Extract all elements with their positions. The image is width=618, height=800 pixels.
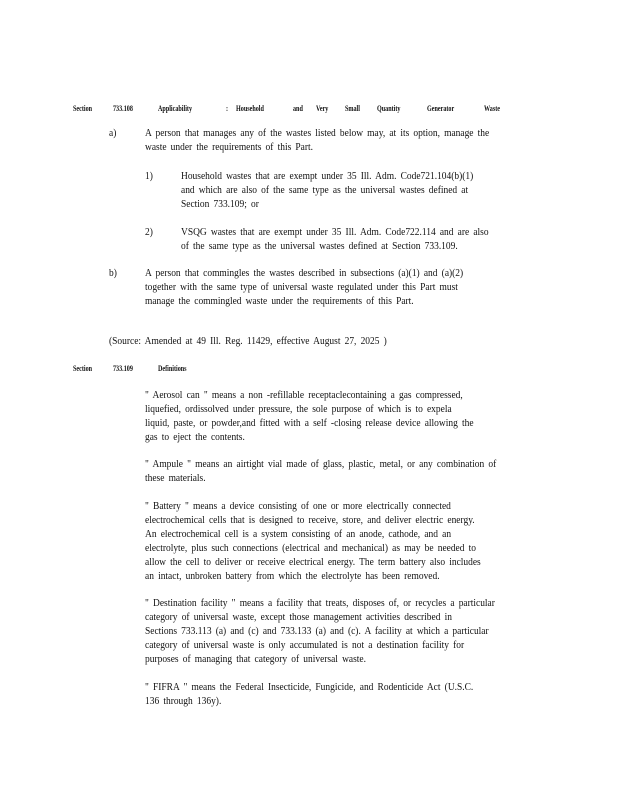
- text-line: VSQG wastes that are exempt under 35 Ill. Adm. Code722.114 and are also: [181, 227, 489, 238]
- source-note: (Source: Amended at 49 Ill. Reg. 11429, effective August 27, 2025 ): [109, 336, 387, 347]
- section-label: Section: [73, 103, 93, 113]
- item-marker: 1): [145, 171, 153, 182]
- text-line: of the same type as the universal wastes defined at Section 733.109.: [181, 241, 458, 252]
- definition-fifra: [145, 681, 473, 709]
- item-marker: 2): [145, 227, 153, 238]
- text-line: electrochemical cells that is designed to receive, store, and deliver electric energy.: [145, 515, 475, 526]
- definition-battery: [145, 500, 481, 584]
- text-line: liquefied, ordissolved under pressure, the sole purpose of which is to expela: [145, 404, 452, 415]
- section-title-part: Quantity: [377, 103, 401, 113]
- text-line: Household wastes that are exempt under 35 Ill. Adm. Code721.104(b)(1): [181, 171, 474, 182]
- text-line: " Ampule " means an airtight vial made of glass, plastic, metal, or any combination of: [145, 459, 497, 470]
- text-line: manage the commingled waste under the requirements of this Part.: [145, 296, 414, 307]
- paragraph-marker: b): [109, 268, 117, 279]
- text-line: liquid, paste, or powder,and fitted with a self -closing release device allowing the: [145, 418, 474, 429]
- paragraph-marker: a): [109, 128, 117, 139]
- section-title-part: Small: [345, 103, 360, 113]
- section-title-part: Generator: [427, 103, 455, 113]
- paragraph-a-text: [145, 127, 489, 155]
- text-line: category of universal waste is only accumulated is not a destination facility for: [145, 640, 465, 651]
- text-line: gas to eject the contents.: [145, 432, 245, 443]
- text-line: " Destination facility " means a facility that treats, disposes of, or recycles a particular: [145, 598, 495, 609]
- text-line: Sections 733.113 (a) and (c) and 733.133 (a) and (c). A facility at which a particular: [145, 626, 489, 637]
- text-line: A person that manages any of the wastes listed below may, at its option, manage the: [145, 128, 490, 139]
- definition-destination-facility: [145, 597, 495, 667]
- definition-ampule: [145, 458, 496, 486]
- text-line: A person that commingles the wastes described in subsections (a)(1) and (a)(2): [145, 268, 464, 279]
- text-line: purposes of managing that category of universal waste.: [145, 654, 366, 665]
- text-line: electrolyte, plus such connections (electrical and mechanical) as may be needed to: [145, 543, 477, 554]
- definition-aerosol-can: [145, 389, 474, 445]
- text-line: category of universal waste, except those management activities described in: [145, 612, 452, 623]
- paragraph-b-text: [145, 267, 463, 309]
- section-title-part: Applicability: [158, 103, 193, 113]
- text-line: these materials.: [145, 473, 206, 484]
- section-title: Definitions: [158, 363, 187, 373]
- section-title-part: Household: [236, 103, 264, 113]
- section-number: 733.109: [113, 363, 133, 373]
- text-line: Section 733.109; or: [181, 199, 259, 210]
- section-label: Section: [73, 363, 93, 373]
- text-line: allow the cell to deliver or receive electrical energy. The term battery also includes: [145, 557, 481, 568]
- text-line: An electrochemical cell is a system consisting of an anode, cathode, and an: [145, 529, 452, 540]
- section-title-part: and: [293, 103, 303, 113]
- text-line: " Aerosol can " means a non -refillable receptaclecontaining a gas compressed,: [145, 390, 463, 401]
- text-line: " FIFRA " means the Federal Insecticide, Fungicide, and Rodenticide Act (U.S.C.: [145, 682, 474, 693]
- text-line: waste under the requirements of this Part.: [145, 142, 314, 153]
- item-1-text: [181, 170, 473, 212]
- text-line: 136 through 136y).: [145, 696, 222, 707]
- section-title-colon: :: [226, 103, 229, 113]
- text-line: together with the same type of universal waste regulated under this Part must: [145, 282, 458, 293]
- section-number: 733.108: [113, 103, 133, 113]
- text-line: and which are also of the same type as the universal wastes defined at: [181, 185, 469, 196]
- text-line: " Battery " means a device consisting of one or more electrically connected: [145, 501, 451, 512]
- section-title-part: Very: [316, 103, 329, 113]
- item-2-text: [181, 226, 489, 254]
- text-line: an intact, unbroken battery from which the electrolyte has been removed.: [145, 571, 440, 582]
- section-title-part: Waste: [484, 103, 500, 113]
